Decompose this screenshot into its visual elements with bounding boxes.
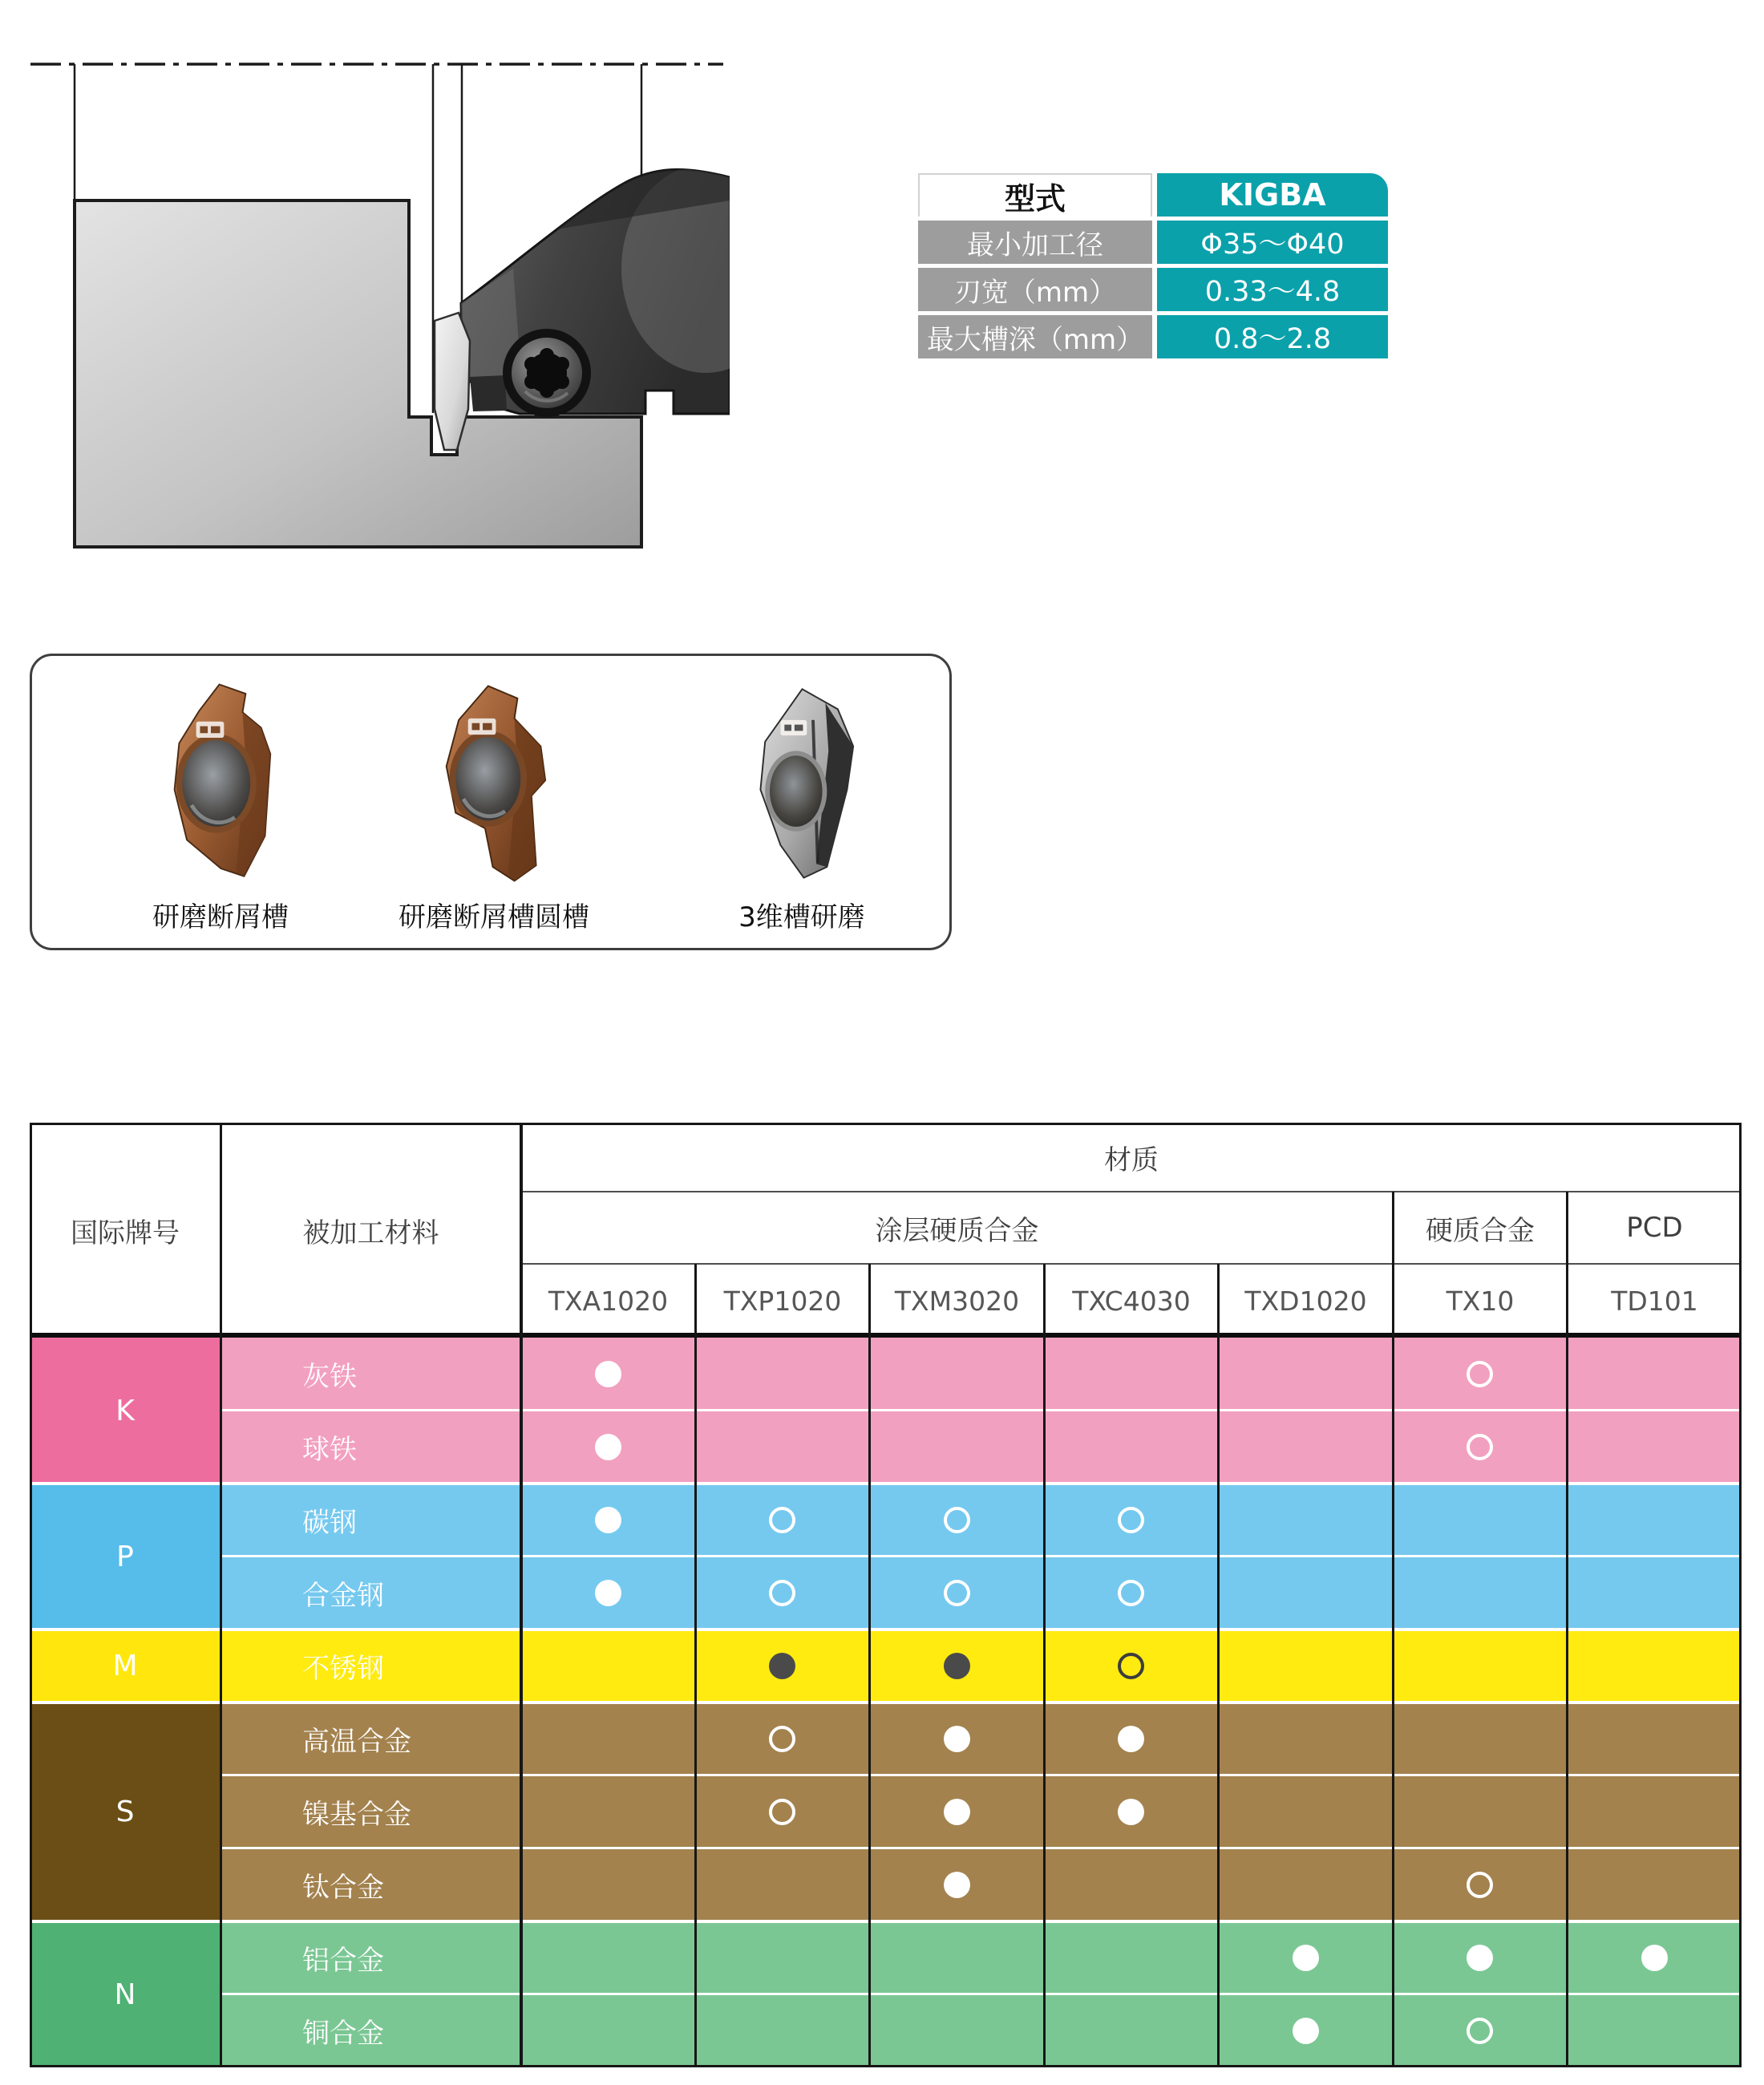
- grade-dot-cell: [1219, 1848, 1393, 1921]
- group-cell-S: S: [30, 1702, 220, 1921]
- insert-item: [682, 674, 922, 934]
- grade-dot-cell: [1393, 1921, 1567, 1994]
- insert-photo-ground-chipbreaker: [127, 674, 315, 890]
- grade-dot-cell: [1568, 1338, 1742, 1411]
- header-coated-carbide: 涂层硬质合金: [875, 1214, 1039, 1247]
- filled-dot-icon: [1293, 2018, 1319, 2044]
- open-dot-icon: [1467, 1361, 1493, 1387]
- filled-dot-icon: [944, 1872, 970, 1898]
- group-cell-N: N: [30, 1921, 220, 2067]
- filled-dot-icon: [1118, 1726, 1144, 1752]
- spec-type-header: 型式: [918, 173, 1152, 217]
- grade-dot-cell: [1568, 1557, 1742, 1630]
- grade-dot-cell: [1044, 1775, 1218, 1848]
- grade-dot-cell: [870, 1994, 1044, 2067]
- grade-dot-cell: [1393, 1994, 1567, 2067]
- header-grade-name: TXA1020: [548, 1285, 669, 1317]
- table-gridline: [694, 1264, 697, 2067]
- filled-dot-icon: [595, 1361, 621, 1387]
- open-dot-icon: [1467, 1434, 1493, 1460]
- filled-dot-icon: [595, 1507, 621, 1533]
- grade-dot-cell: [521, 1921, 695, 1994]
- row-separator: [220, 1847, 1742, 1849]
- grade-dot-cell: [1568, 1411, 1742, 1484]
- grade-dot-cell: [870, 1557, 1044, 1630]
- open-dot-icon: [1118, 1507, 1144, 1533]
- grade-dot-cell: [1568, 1775, 1742, 1848]
- grade-dot-cell: [1568, 1702, 1742, 1775]
- filled-dot-icon: [769, 1653, 795, 1679]
- open-dot-icon: [1467, 1872, 1493, 1898]
- group-separator: [30, 1701, 1742, 1704]
- header-grade-name: TXM3020: [894, 1285, 1020, 1317]
- grade-dot-cell: [870, 1630, 1044, 1702]
- header-carbide: 硬质合金: [1426, 1214, 1535, 1247]
- grade-dot-cell: [1044, 1630, 1218, 1702]
- grade-dot-cell: [521, 1848, 695, 1921]
- grade-dot-cell: [1568, 1848, 1742, 1921]
- material-row-label: 高温合金: [220, 1702, 521, 1775]
- header-bottom-line: [30, 1333, 1742, 1338]
- grade-dot-cell: [870, 1484, 1044, 1557]
- table-gridline: [1566, 1192, 1568, 2067]
- insert-item: [100, 674, 341, 934]
- open-dot-icon: [944, 1580, 970, 1606]
- spec-row-label: 最小加工径: [918, 221, 1152, 264]
- grade-dot-cell: [1568, 1921, 1742, 1994]
- material-row-label: 不锈钢: [220, 1630, 521, 1702]
- grade-dot-cell: [695, 1630, 869, 1702]
- grade-dot-cell: [1219, 1630, 1393, 1702]
- grade-dot-cell: [695, 1702, 869, 1775]
- grade-dot-cell: [521, 1775, 695, 1848]
- row-separator: [220, 1774, 1742, 1776]
- grade-dot-cell: [695, 1338, 869, 1411]
- filled-dot-icon: [595, 1434, 621, 1460]
- spec-table: [918, 173, 1388, 358]
- group-cell-M: M: [30, 1630, 220, 1702]
- filled-dot-icon: [944, 1653, 970, 1679]
- grade-dot-cell: [695, 1557, 869, 1630]
- spec-row-value: 0.33～4.8: [1157, 268, 1388, 311]
- grade-dot-cell: [1219, 1484, 1393, 1557]
- header-workpiece-material: 被加工材料: [302, 1217, 439, 1249]
- material-row-label: 碳钢: [220, 1484, 521, 1557]
- insert-clamp: [470, 375, 507, 411]
- filled-dot-icon: [595, 1580, 621, 1606]
- grade-dot-cell: [1393, 1411, 1567, 1484]
- row-separator: [220, 1555, 1742, 1557]
- grade-dot-cell: [521, 1702, 695, 1775]
- grade-dot-cell: [1568, 1484, 1742, 1557]
- header-grade-name: TX10: [1446, 1285, 1515, 1317]
- grade-dot-cell: [1044, 1484, 1218, 1557]
- header-grade-name: TXC4030: [1072, 1285, 1191, 1317]
- insert-item: [374, 674, 614, 934]
- row-separator: [220, 1409, 1742, 1411]
- header-grade-name: TD101: [1611, 1285, 1698, 1317]
- spec-model-header: KIGBA: [1157, 173, 1388, 217]
- table-gridline: [1739, 1123, 1742, 2067]
- grade-dot-cell: [1044, 1557, 1218, 1630]
- grade-dot-cell: [870, 1775, 1044, 1848]
- insert-photo-3d-groove: [708, 674, 896, 890]
- open-dot-icon: [944, 1507, 970, 1533]
- open-dot-icon: [769, 1507, 795, 1533]
- grade-dot-cell: [1044, 1848, 1218, 1921]
- open-dot-icon: [1118, 1580, 1144, 1606]
- filled-dot-icon: [1467, 1945, 1493, 1971]
- grade-dot-cell: [870, 1338, 1044, 1411]
- material-row-label: 铜合金: [220, 1994, 521, 2067]
- grade-dot-cell: [1219, 1338, 1393, 1411]
- grade-dot-cell: [1044, 1411, 1218, 1484]
- open-dot-icon: [1467, 2018, 1493, 2044]
- grade-dot-cell: [1219, 1411, 1393, 1484]
- grade-dot-cell: [521, 1994, 695, 2067]
- filled-dot-icon: [944, 1726, 970, 1752]
- grade-dot-cell: [1044, 1994, 1218, 2067]
- grade-dot-cell: [521, 1557, 695, 1630]
- insert-caption: 研磨断屑槽: [152, 901, 289, 933]
- filled-dot-icon: [1293, 1945, 1319, 1971]
- table-gridline: [868, 1264, 871, 2067]
- insert-caption: 研磨断屑槽圆槽: [399, 901, 589, 933]
- table-gridline: [30, 1123, 32, 2067]
- grade-dot-cell: [1219, 1921, 1393, 1994]
- table-border: [30, 1123, 1742, 1125]
- open-dot-icon: [769, 1726, 795, 1752]
- grade-dot-cell: [695, 1484, 869, 1557]
- material-row-label: 铝合金: [220, 1921, 521, 1994]
- clamp-screw: [503, 329, 591, 417]
- grade-dot-cell: [1393, 1630, 1567, 1702]
- material-row-label: 钛合金: [220, 1848, 521, 1921]
- table-gridline: [1392, 1192, 1394, 2067]
- grade-dot-cell: [521, 1484, 695, 1557]
- grade-dot-cell: [695, 1848, 869, 1921]
- grade-dot-cell: [1568, 1630, 1742, 1702]
- grade-dot-cell: [870, 1921, 1044, 1994]
- grade-dot-cell: [1393, 1557, 1567, 1630]
- table-gridline: [520, 1123, 523, 2067]
- grade-dot-cell: [1393, 1338, 1567, 1411]
- open-dot-icon: [1118, 1653, 1144, 1679]
- material-row-label: 镍基合金: [220, 1775, 521, 1848]
- row-separator: [220, 1993, 1742, 1995]
- grade-dot-cell: [1219, 1775, 1393, 1848]
- grade-dot-cell: [1393, 1702, 1567, 1775]
- grade-dot-cell: [1044, 1702, 1218, 1775]
- grade-dot-cell: [870, 1848, 1044, 1921]
- header-international-grade: 国际牌号: [71, 1217, 180, 1249]
- grade-dot-cell: [695, 1775, 869, 1848]
- grade-dot-cell: [870, 1702, 1044, 1775]
- group-cell-K: K: [30, 1338, 220, 1484]
- grade-dot-cell: [521, 1338, 695, 1411]
- group-separator: [30, 1482, 1742, 1485]
- header-divider: [521, 1191, 1742, 1192]
- grade-dot-cell: [1393, 1848, 1567, 1921]
- table-gridline: [220, 1123, 222, 2067]
- grade-application-table: [30, 1123, 1742, 2067]
- filled-dot-icon: [1118, 1799, 1144, 1825]
- grade-dot-cell: [1568, 1994, 1742, 2067]
- header-grade-name: TXP1020: [723, 1285, 842, 1317]
- grade-dot-cell: [521, 1411, 695, 1484]
- grade-dot-cell: [695, 1994, 869, 2067]
- grade-dot-cell: [1044, 1921, 1218, 1994]
- grade-dot-cell: [1393, 1775, 1567, 1848]
- table-gridline: [1217, 1264, 1220, 2067]
- spec-row-label: 最大槽深（mm）: [918, 315, 1152, 358]
- material-row-label: 合金钢: [220, 1557, 521, 1630]
- grade-dot-cell: [1219, 1702, 1393, 1775]
- spec-row-value: 0.8～2.8: [1157, 315, 1388, 358]
- grade-dot-cell: [695, 1411, 869, 1484]
- header-divider: [521, 1263, 1742, 1265]
- open-dot-icon: [769, 1580, 795, 1606]
- grade-dot-cell: [870, 1411, 1044, 1484]
- group-separator: [30, 1628, 1742, 1631]
- filled-dot-icon: [1641, 1945, 1668, 1971]
- insert-caption: 3维槽研磨: [738, 901, 865, 933]
- grade-dot-cell: [695, 1921, 869, 1994]
- spec-row-label: 刃宽（mm）: [918, 268, 1152, 311]
- header-grade-name: TXD1020: [1244, 1285, 1367, 1317]
- grade-dot-cell: [1044, 1338, 1218, 1411]
- open-dot-icon: [769, 1799, 795, 1825]
- grade-dot-cell: [1393, 1484, 1567, 1557]
- group-separator: [30, 1920, 1742, 1923]
- tool-in-bore-diagram: [24, 32, 730, 557]
- filled-dot-icon: [944, 1799, 970, 1825]
- material-row-label: 灰铁: [220, 1338, 521, 1411]
- table-gridline: [1043, 1264, 1046, 2067]
- group-cell-P: P: [30, 1484, 220, 1630]
- grade-dot-cell: [521, 1630, 695, 1702]
- material-row-label: 球铁: [220, 1411, 521, 1484]
- grade-dot-cell: [1219, 1557, 1393, 1630]
- grade-dot-cell: [1219, 1994, 1393, 2067]
- spec-row-value: Φ35～Φ40: [1157, 221, 1388, 264]
- insert-photo-panel: [30, 654, 952, 950]
- header-pcd: PCD: [1626, 1212, 1683, 1244]
- table-border: [30, 2065, 1742, 2067]
- insert-photo-ground-chipbreaker-round: [400, 674, 589, 890]
- header-material-group: 材质: [1104, 1144, 1159, 1176]
